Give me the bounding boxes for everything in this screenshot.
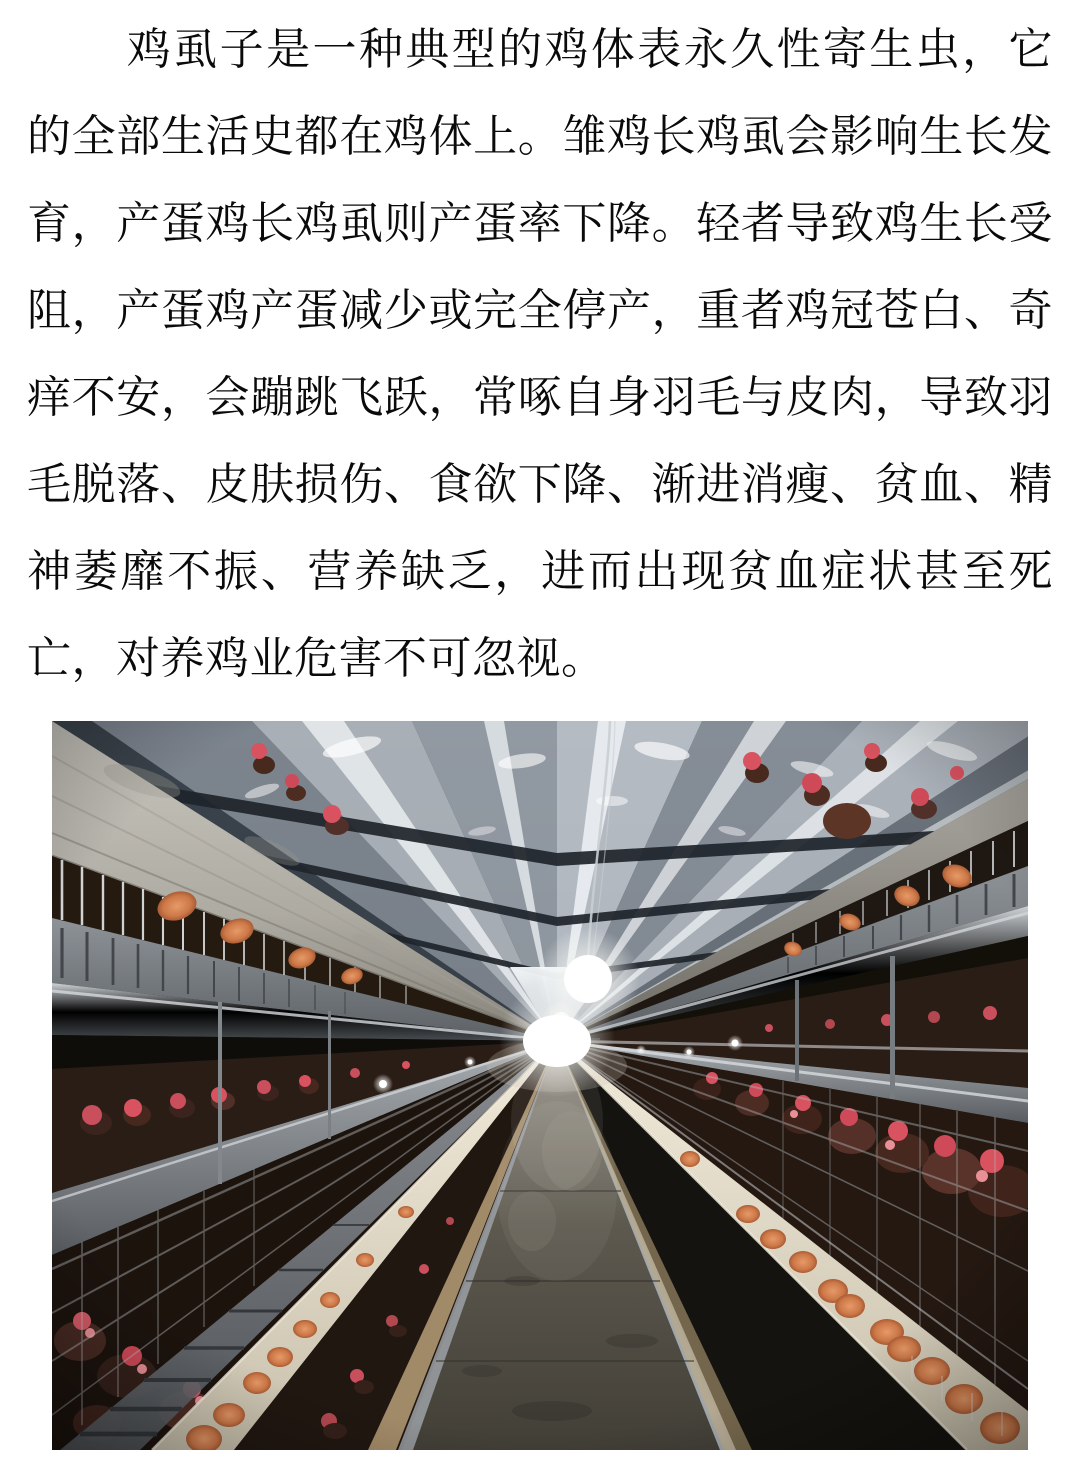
chicken-house-photo bbox=[52, 721, 1028, 1450]
chicken-house-photo-art bbox=[52, 721, 1028, 1450]
article-paragraph: 鸡虱子是一种典型的鸡体表永久性寄生虫，它的全部生活史都在鸡体上。雏鸡长鸡虱会影响生长发育，产蛋鸡长鸡虱则产蛋率下降。轻者导致鸡生长受阻，产蛋鸡产蛋减少或完全停产，重者鸡冠苍白、奇痒不安，会蹦跳飞跃，常啄自身羽毛与皮肉，导致羽毛脱落、皮肤损伤、食欲下降、渐进消瘦、贫血、精神萎靡不振、营养缺乏，进而出现贫血症状甚至死亡，对养鸡业危害不可忽视。 bbox=[27, 25, 1053, 683]
photo-vignette bbox=[52, 721, 1028, 1450]
article-body bbox=[0, 0, 1080, 702]
